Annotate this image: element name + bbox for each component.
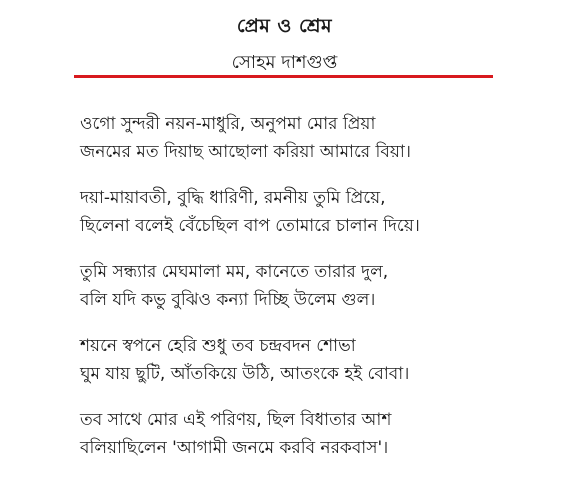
- stanza-4: [80, 332, 560, 388]
- poem-line: শয়নে স্বপনে হেরি শুধু তব চন্দ্রবদন শোভা: [80, 336, 356, 356]
- stanza-1: [80, 110, 560, 166]
- poem-line: বলিয়াছিলেন 'আগামী জনমে করবি নরকবাস'।: [80, 438, 389, 458]
- poem-line: তুমি সন্ধ্যার মেঘমালা মম, কানেতে তারার দুল,: [80, 262, 389, 282]
- stanza-2: [80, 184, 560, 240]
- stanza-3: [80, 258, 560, 314]
- poem-line: ছিলেনা বলেই বেঁচেছিল বাপ তোমারে চালান দিয়ে।: [80, 216, 420, 236]
- poem-line: ঘুম যায় ছুটি, আঁতকিয়ে উঠি, আতংকে হই বোবা।: [80, 364, 410, 384]
- poem-line: তব সাথে মোর এই পরিণয়, ছিল বিধাতার আশ: [80, 410, 392, 430]
- poem-author: সোহম দাশগুপ্ত: [231, 52, 338, 73]
- poem-line: ওগো সুন্দরী নয়ন-মাধুরি, অনুপমা মোর প্রিয়া: [80, 114, 376, 134]
- poem-body: [80, 110, 560, 480]
- poem-line: বলি যদি কভু বুঝিও কন্যা দিচ্ছি উলেম গুল।: [80, 290, 376, 310]
- title-divider: [74, 75, 493, 78]
- poem-line: জনমের মত দিয়াছ আছোলা করিয়া আমারে বিয়া।: [80, 142, 411, 162]
- stanza-5: [80, 406, 560, 462]
- poem-title: প্রেম ও শ্রেম: [236, 15, 333, 37]
- poem-line: দয়া-মায়াবতী, বুদ্ধি ধারিণী, রমনীয় তুমি প্রিয়ে,: [80, 188, 386, 208]
